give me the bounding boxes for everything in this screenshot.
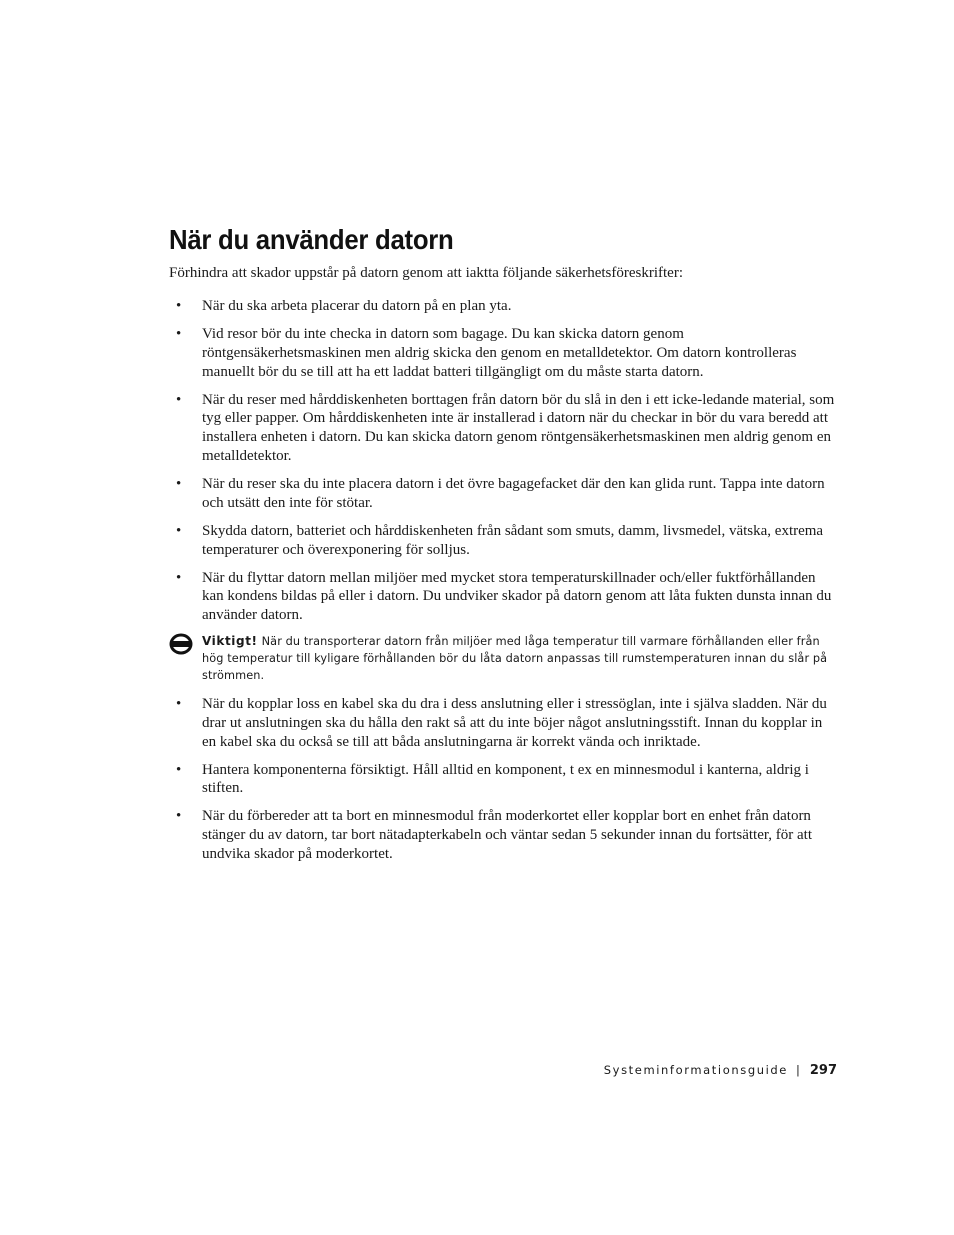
bullet: • [176,696,182,712]
list-item-text: När du ska arbeta placerar du datorn på en plan yta. [202,298,512,314]
page-title: När du använder datorn [169,224,454,255]
list-item [169,569,839,625]
list-item [169,391,839,466]
bullet: • [176,391,182,408]
notice-text-block [202,633,829,684]
list-item [169,325,839,381]
bullet: • [176,569,182,586]
page-footer [560,1060,837,1081]
intro-paragraph: Förhindra att skador uppstår på datorn genom att iaktta följande säkerhetsföreskrifter: [169,265,683,281]
list-item-text: Skydda datorn, batteriet och hårddiskenheten från sådant som smuts, damm, livsmedel, vätska, extrema temperaturer och överexponering för solljus. [202,522,824,558]
list-item-text: Hantera komponenterna försiktigt. Håll alltid en komponent, t ex en minnesmodul i kanterna, aldrig i stiften. [202,761,809,797]
list-item-text: När du förbereder att ta bort en minnesmodul från moderkortet eller kopplar bort en enhet från datorn stänger du av datorn, tar bort nätadapterkabeln och väntar sedan 5 sekunder innan du fortsätter, för att undvika skador på moderkortet. [202,808,813,862]
notice-box [169,633,829,684]
list-item [169,297,839,316]
list-item [169,695,839,751]
list-item-text: När du kopplar loss en kabel ska du dra i dess anslutning eller i stressöglan, inte i själva sladden. När du drar ut anslutningen ska du hålla den rakt så att du inte böjer något anslutningsstift. Innan du kopplar in en kabel ska du också se till att båda anslutningarna är korrekt vända och inriktade. [202,696,827,750]
list-item [169,761,839,799]
footer-separator: | [795,1063,800,1077]
list-item [169,522,839,560]
precautions-list [169,297,839,634]
bullet: • [176,808,182,825]
list-item-text: När du reser med hårddiskenheten borttagen från datorn bör du slå in den i ett icke-ledande material, som tyg eller papper. Om hårddiskenheten inte är installerad i datorn när du checkar in bör du vara beredd att installera enheten i datorn. Du kan skicka datorn genom röntgensäkerhetsmaskinen men aldrig genom en metalldetektor. [202,391,835,464]
notice-icon [169,633,193,655]
list-item-text: När du flyttar datorn mellan miljöer med mycket stora temperaturskillnader och/eller fuktförhållanden kan kondens bildas på eller i datorn. Du undviker skador på datorn genom att låta fukten dunsta innan du använder datorn. [202,569,832,624]
list-item-text: När du reser ska du inte placera datorn i det övre bagagefacket där den kan glida runt. Tappa inte datorn och utsätt den inte för stötar. [202,475,825,511]
notice-label: Viktigt! [202,634,258,648]
page-number: 297 [809,1063,837,1078]
bullet: • [176,298,182,314]
bullet: • [176,475,182,492]
handling-list [169,695,839,873]
list-item-text: Vid resor bör du inte checka in datorn som bagage. Du kan skicka datorn genom röntgensäkerhetsmaskinen men aldrig skicka den genom en metalldetektor. Om datorn kontrolleras manuellt bör du se till att ha ett laddat batteri tillgängligt om du måste starta datorn. [202,325,797,380]
list-item [169,807,839,863]
footer-guide-name: Systeminformationsguide [603,1063,788,1077]
bullet: • [176,761,182,778]
list-item [169,475,839,513]
bullet: • [176,325,182,342]
notice-text: När du transporterar datorn från miljöer med låga temperatur till varmare förhållanden eller från hög temperatur till kyligare förhållanden bör du låta datorn anpassas till rumstemperaturen innan du slår på strömmen. [202,635,828,682]
bullet: • [176,522,182,539]
